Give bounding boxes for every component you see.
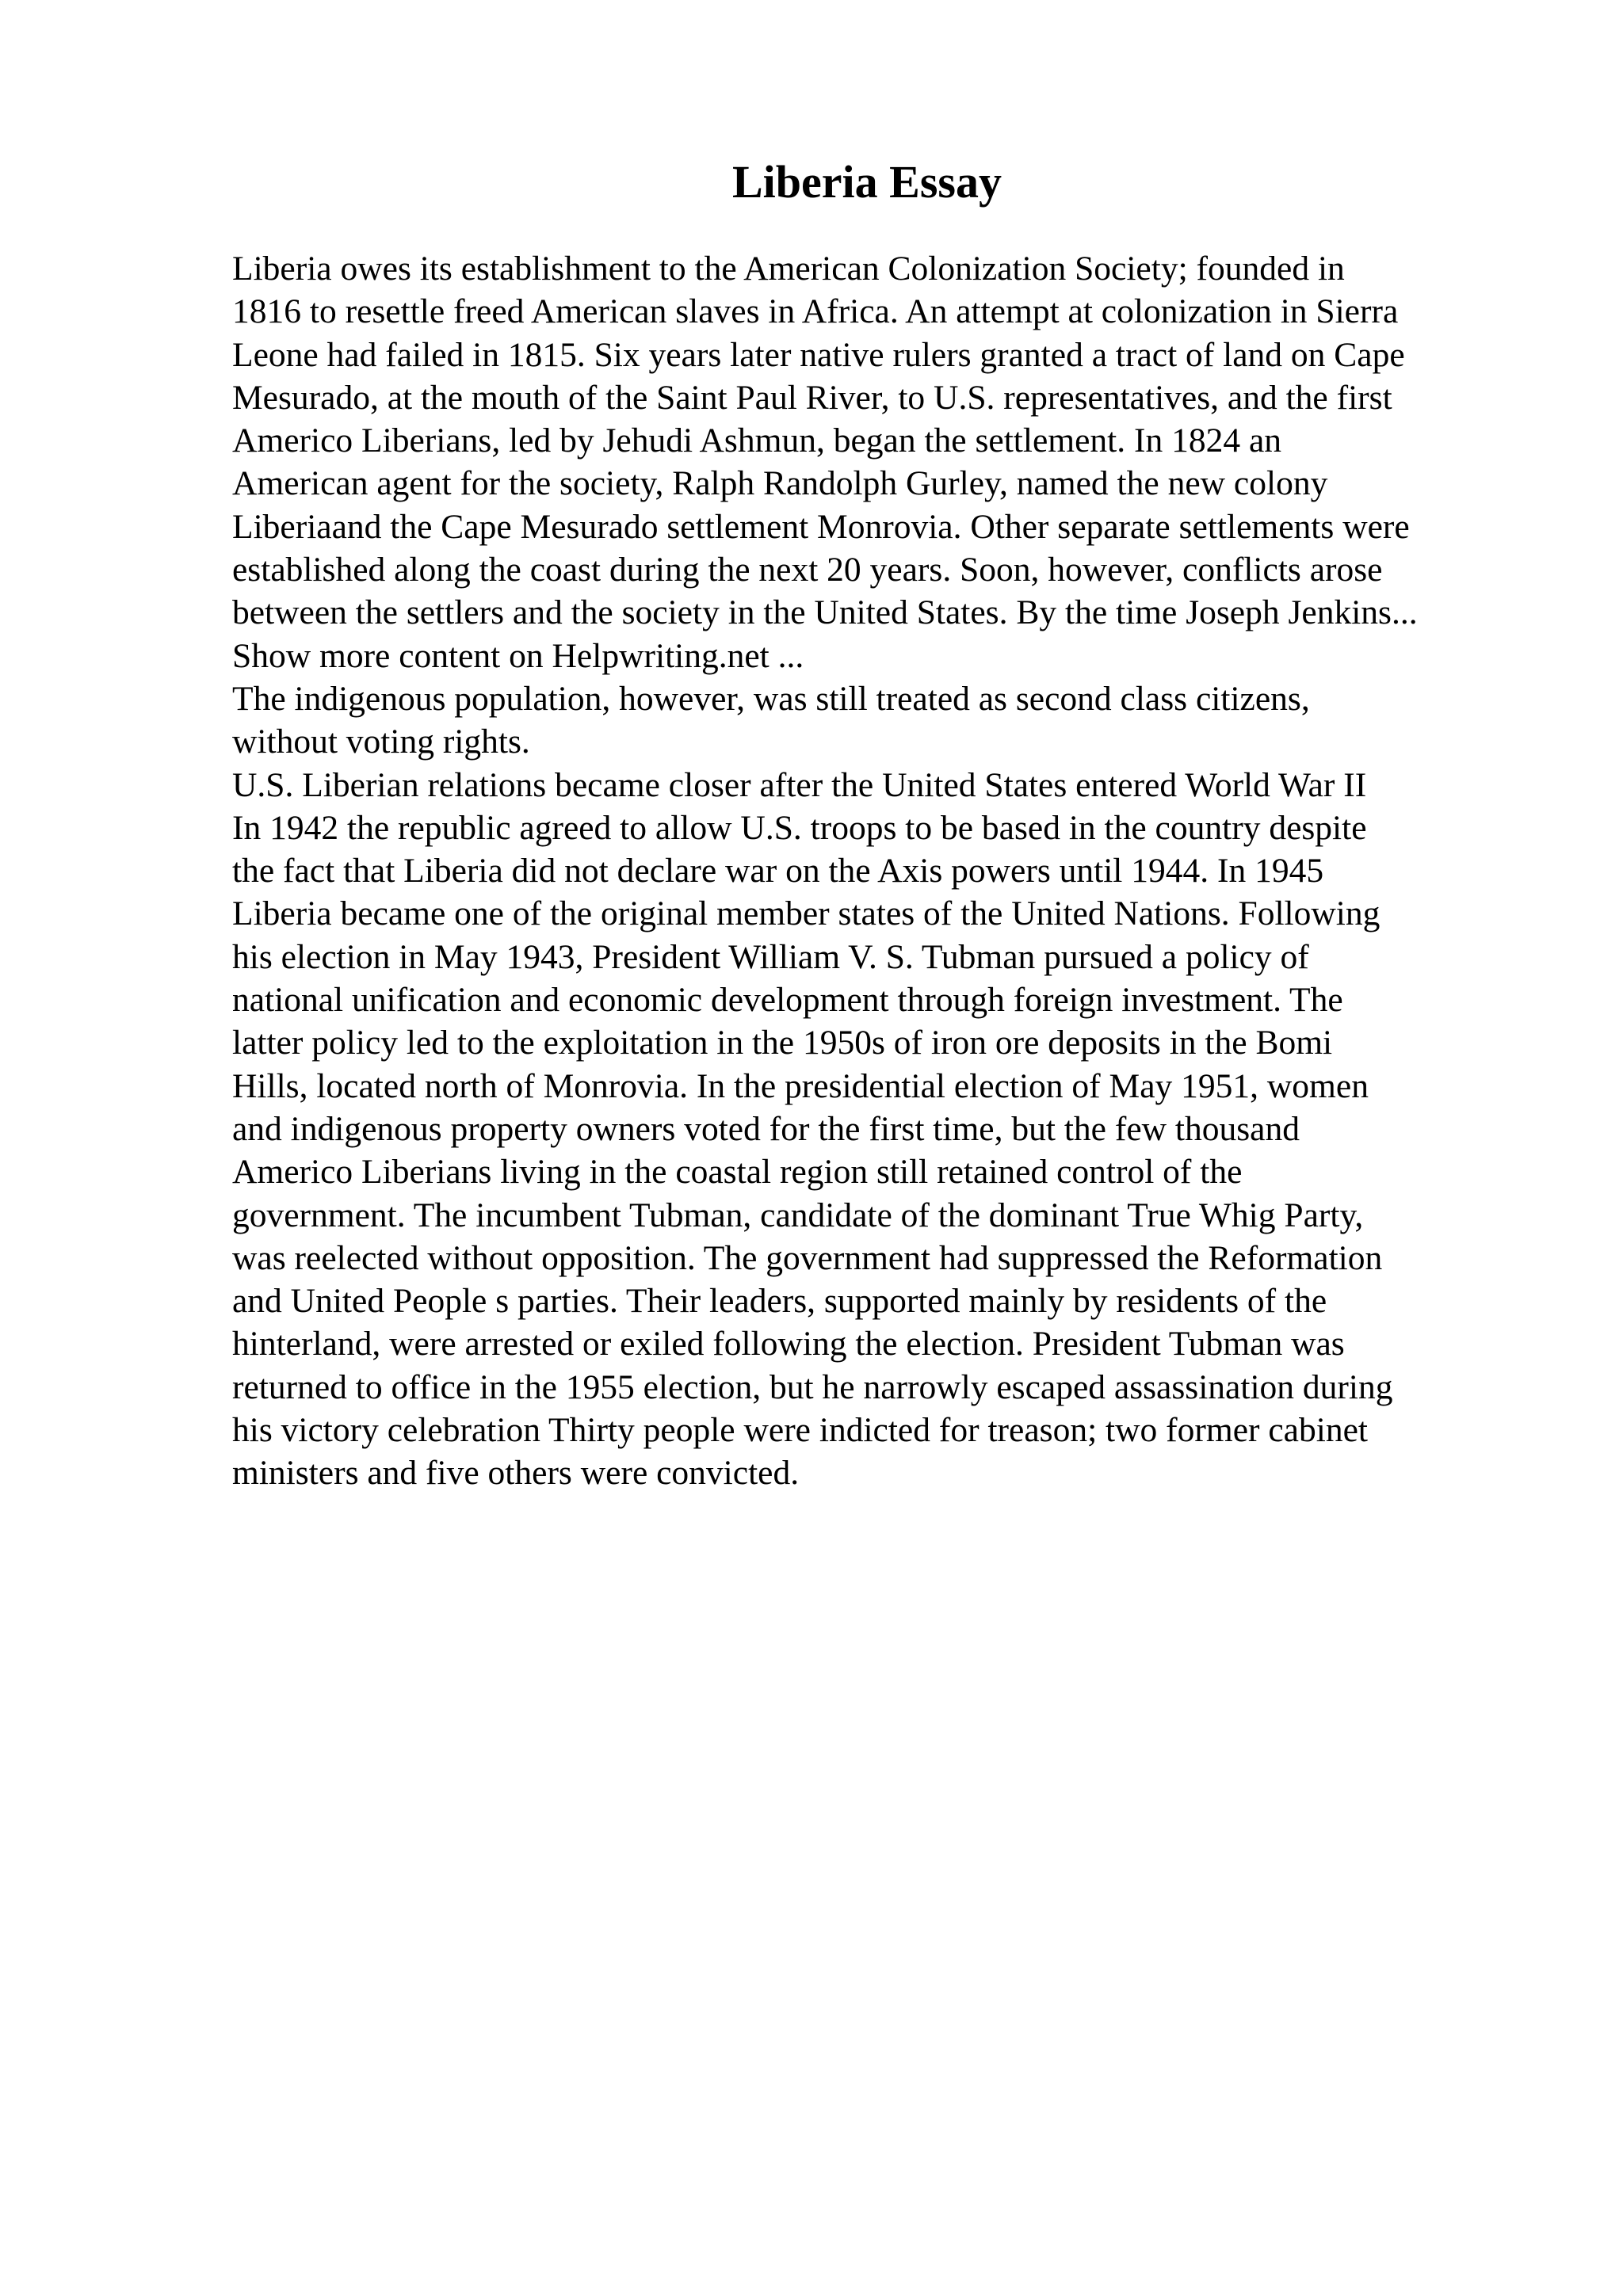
essay-line: hinterland, were arrested or exiled following the election. President Tubman was [232, 1325, 1345, 1363]
essay-line: returned to office in the 1955 election, but he narrowly escaped assassination during [232, 1367, 1393, 1406]
essay-line: The indigenous population, however, was still treated as second class citizens, [232, 679, 1310, 718]
essay-line: between the settlers and the society in the United States. By the time Joseph Jenkins... [232, 593, 1418, 632]
essay-line: Hills, located north of Monrovia. In the presidential election of May 1951, women [232, 1066, 1369, 1105]
essay-line: American agent for the society, Ralph Randolph Gurley, named the new colony [232, 464, 1328, 503]
essay-line: ministers and five others were convicted. [232, 1454, 800, 1493]
essay-line: Americo Liberians, led by Jehudi Ashmun, began the settlement. In 1824 an [232, 421, 1282, 460]
essay-line: In 1942 the republic agreed to allow U.S. troops to be based in the country despite [232, 808, 1367, 847]
essay-line: government. The incumbent Tubman, candidate of the dominant True Whig Party, [232, 1196, 1364, 1234]
essay-line: Mesurado, at the mouth of the Saint Paul River, to U.S. representatives, and the first [232, 378, 1392, 417]
essay-line: Americo Liberians living in the coastal region still retained control of the [232, 1153, 1243, 1192]
essay-line: and indigenous property owners voted for the first time, but the few thousand [232, 1109, 1300, 1148]
essay-line: was reelected without opposition. The government had suppressed the Reformation [232, 1238, 1383, 1277]
essay-line: Leone had failed in 1815. Six years later native rulers granted a tract of land on Cape [232, 335, 1405, 374]
essay-line: the fact that Liberia did not declare war on the Axis powers until 1944. In 1945 [232, 852, 1324, 891]
essay-body [232, 247, 1532, 1495]
essay-line: and United People s parties. Their leaders, supported mainly by residents of the [232, 1282, 1327, 1321]
essay-line: 1816 to resettle freed American slaves in Africa. An attempt at colonization in Sierra [232, 292, 1399, 331]
document-title: Liberia Essay [732, 156, 1002, 208]
essay-line: without voting rights. [232, 723, 530, 761]
more-content-link[interactable]: Show more content on Helpwriting.net ... [232, 636, 804, 675]
essay-line: Liberiaand the Cape Mesurado settlement Monrovia. Other separate settlements were [232, 507, 1410, 546]
essay-line: U.S. Liberian relations became closer after the United States entered World War II [232, 765, 1367, 804]
essay-line: latter policy led to the exploitation in the 1950s of iron ore deposits in the Bomi [232, 1024, 1333, 1062]
essay-line: his victory celebration Thirty people were indicted for treason; two former cabinet [232, 1411, 1368, 1450]
essay-line: his election in May 1943, President William V. S. Tubman pursued a policy of [232, 937, 1309, 976]
essay-line: established along the coast during the next 20 years. Soon, however, conflicts arose [232, 551, 1383, 589]
essay-line: Liberia owes its establishment to the American Colonization Society; founded in [232, 250, 1345, 288]
essay-line: Liberia became one of the original member states of the United Nations. Following [232, 894, 1381, 933]
essay-line: national unification and economic development through foreign investment. The [232, 981, 1343, 1020]
